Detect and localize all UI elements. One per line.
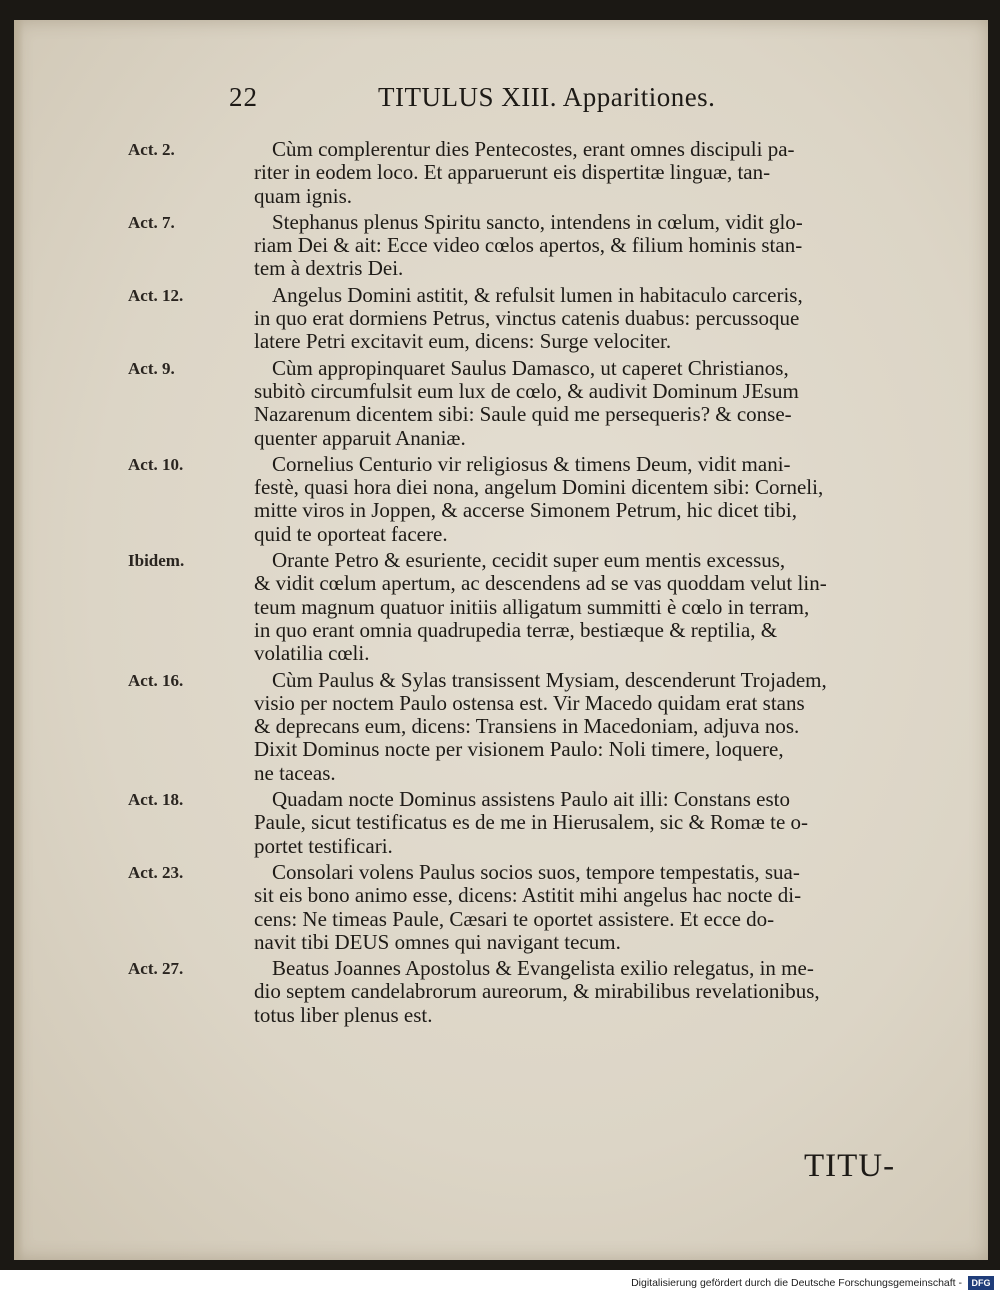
text-line: navit tibi DEUS omnes qui navigant tecum. <box>254 929 621 954</box>
text-line: Cùm complerentur dies Pentecostes, erant omnes discipuli pa- <box>272 137 795 161</box>
text-line: sit eis bono animo esse, dicens: Astitit mihi angelus hac nocte di- <box>254 883 802 908</box>
text-line: Quadam nocte Dominus assistens Paulo ait illi: Constans esto <box>272 787 790 812</box>
text-line: riam Dei & ait: Ecce video cœlos apertos, & filium hominis stan- <box>254 233 803 258</box>
text-line: Dixit Dominus nocte per visionem Paulo: Noli timere, loquere, <box>254 737 784 762</box>
running-head <box>14 82 988 122</box>
text-line: Cùm appropinquaret Saulus Damasco, ut caperet Christianos, <box>272 355 789 380</box>
entry-text <box>254 788 912 858</box>
text-line: & vidit cœlum apertum, ac descendens ad se vas quoddam velut lin- <box>254 571 827 596</box>
text-line: Angelus Domini astitit, & refulsit lumen in habitaculo carceris, <box>272 282 803 307</box>
entry-text <box>254 861 912 954</box>
text-line: subitò circumfulsit eum lux de cœlo, & audivit Dominum JEsum <box>254 378 799 403</box>
text-line: festè, quasi hora diei nona, angelum Domini dicentem sibi: Corneli, <box>254 475 824 500</box>
text-line: volatilia cœli. <box>254 641 370 666</box>
scripture-reference: Act. 16. <box>128 670 184 690</box>
scripture-reference: Act. 10. <box>128 454 184 474</box>
entry-text <box>254 211 912 281</box>
scripture-reference: Act. 7. <box>128 212 175 232</box>
text-line: latere Petri excitavit eum, dicens: Surge velociter. <box>254 329 672 354</box>
page-number: 22 <box>229 82 258 112</box>
text-line: Stephanus plenus Spiritu sancto, intendens in cœlum, vidit glo- <box>272 209 803 234</box>
text-line: Beatus Joannes Apostolus & Evangelista exilio relegatus, in me- <box>272 956 814 981</box>
text-line: visio per noctem Paulo ostensa est. Vir Macedo quidam erat stans <box>254 690 805 715</box>
catchword: TITU- <box>804 1148 896 1184</box>
entry-text <box>254 138 912 208</box>
text-line: in quo erant omnia quadrupedia terræ, bestiæque & reptilia, & <box>254 617 778 642</box>
scripture-reference: Act. 2. <box>128 140 175 159</box>
entry-text <box>254 669 912 785</box>
text-line: portet testificari. <box>254 833 393 858</box>
scripture-reference: Act. 18. <box>128 790 184 810</box>
dfg-logo: DFG <box>968 1276 994 1290</box>
entry-text <box>254 284 912 354</box>
text-line: quenter apparuit Ananiæ. <box>254 425 466 450</box>
entry-text <box>254 957 912 1027</box>
entry-text <box>254 549 912 665</box>
scripture-reference: Act. 23. <box>128 863 184 882</box>
text-line: & deprecans eum, dicens: Transiens in Macedoniam, adjuva nos. <box>254 714 800 739</box>
text-line: Cornelius Centurio vir religiosus & timens Deum, vidit mani- <box>272 451 791 476</box>
scripture-reference: Act. 9. <box>128 358 175 378</box>
text-line: quid te oporteat facere. <box>254 521 448 546</box>
text-line: teum magnum quatuor initiis alligatum summitti è cœlo in terram, <box>254 594 810 619</box>
text-line: dio septem candelabrorum aureorum, & mirabilibus revelationibus, <box>254 979 820 1004</box>
text-line: riter in eodem loco. Et apparuerunt eis dispertitæ linguæ, tan- <box>254 160 771 185</box>
page-gutter-shadow <box>14 20 24 1260</box>
text-line: quam ignis. <box>254 183 352 208</box>
text-line: Consolari volens Paulus socios suos, tempore tempestatis, sua- <box>272 860 800 884</box>
text-line: ne taceas. <box>254 760 336 785</box>
entry-text <box>254 357 912 450</box>
text-line: Cùm Paulus & Sylas transissent Mysiam, descenderunt Trojadem, <box>272 667 827 692</box>
text-line: Paule, sicut testificatus es de me in Hierusalem, sic & Romæ te o- <box>254 810 809 835</box>
text-line: totus liber plenus est. <box>254 1002 433 1027</box>
entry-text <box>254 453 912 546</box>
text-line: mitte viros in Joppen, & accerse Simonem Petrum, hic dicet tibi, <box>254 498 797 523</box>
scripture-reference: Ibidem. <box>128 551 185 571</box>
scripture-reference: Act. 27. <box>128 959 184 979</box>
scripture-reference: Act. 12. <box>128 285 184 305</box>
text-line: Nazarenum dicentem sibi: Saule quid me persequeris? & conse- <box>254 402 792 427</box>
text-line: cens: Ne timeas Paule, Cæsari te oportet assistere. Et ecce do- <box>254 906 775 931</box>
text-line: Orante Petro & esuriente, cecidit super eum mentis excessus, <box>272 548 786 573</box>
digitization-footer <box>0 1270 1000 1298</box>
text-line: in quo erat dormiens Petrus, vinctus catenis duabus: percussoque <box>254 306 800 331</box>
text-line: tem à dextris Dei. <box>254 256 404 281</box>
book-page <box>14 20 988 1260</box>
funding-credit: Digitalisierung gefördert durch die Deutsche Forschungsgemeinschaft - <box>631 1277 962 1289</box>
running-title: TITULUS XIII. Apparitiones. <box>378 82 716 112</box>
